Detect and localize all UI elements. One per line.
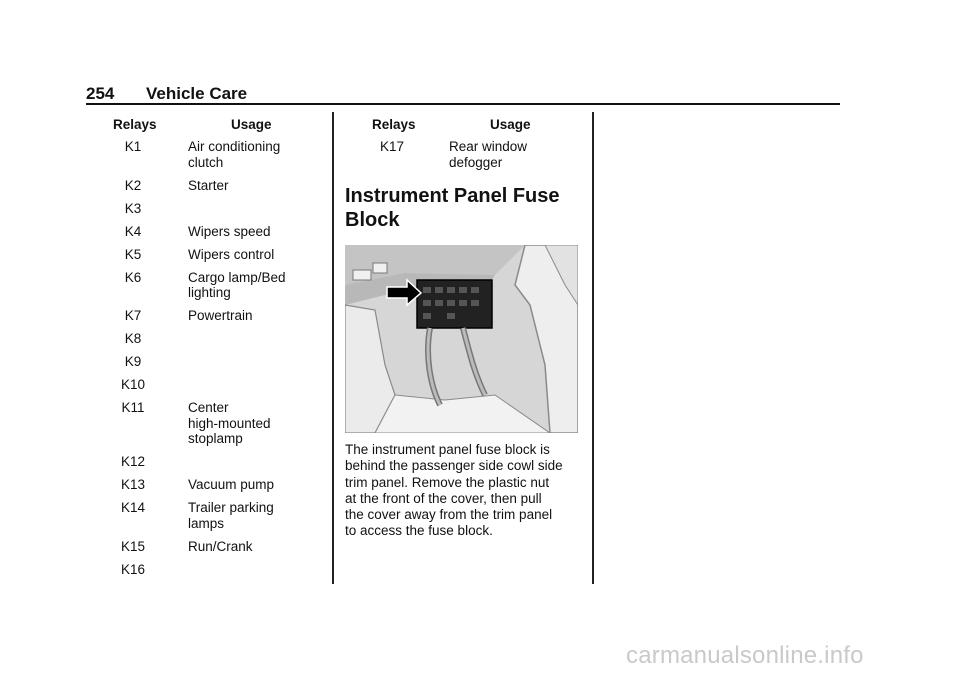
- relay-id: K4: [124, 223, 142, 239]
- relay-id: K6: [124, 269, 142, 285]
- relay-id: K14: [120, 500, 146, 515]
- left-col-usage-header: Usage: [231, 117, 272, 132]
- relay-usage: [188, 477, 274, 493]
- relay-usage-line: high-mounted: [188, 415, 271, 431]
- relay-id: K16: [120, 561, 146, 577]
- relay-usage-line: Air conditioning: [188, 139, 281, 154]
- relay-id: K8: [124, 331, 142, 346]
- instruction-paragraph: [345, 442, 585, 540]
- relay-usage: [188, 139, 280, 170]
- relay-id: K10: [120, 377, 146, 392]
- relay-usage-line: Trailer parking: [188, 500, 274, 515]
- paragraph-line: to access the fuse block.: [345, 523, 493, 539]
- section-heading-line-2: Block: [345, 209, 400, 231]
- relay-id: K5: [124, 246, 142, 262]
- column-divider-left: [332, 112, 334, 584]
- section-title: Vehicle Care: [146, 84, 248, 103]
- section-heading: [345, 184, 585, 232]
- relay-usage-line: lamps: [188, 515, 225, 531]
- relay-usage: [188, 247, 274, 263]
- left-col-relays-header: Relays: [113, 117, 157, 132]
- page-header: [86, 84, 840, 104]
- relay-usage-line: Center: [188, 400, 229, 415]
- relay-id: K17: [379, 139, 405, 154]
- relay-id: K15: [120, 538, 146, 554]
- relay-usage-line: clutch: [188, 154, 224, 170]
- relay-id: K3: [124, 200, 142, 216]
- relay-usage-line: Wipers speed: [188, 223, 271, 239]
- relay-usage-line: Run/Crank: [188, 538, 253, 554]
- paragraph-line: trim panel. Remove the plastic nut: [345, 474, 550, 490]
- paragraph-line: behind the passenger side cowl side: [345, 458, 563, 474]
- relay-usage: [188, 270, 286, 301]
- relay-usage-line: Starter: [188, 177, 229, 193]
- relay-usage-line: Wipers control: [188, 246, 275, 262]
- relay-id: K2: [124, 177, 142, 193]
- paragraph-line: the cover away from the trim panel: [345, 507, 553, 523]
- section-heading-line-1: Instrument Panel Fuse: [345, 185, 560, 207]
- watermark: carmanualsonline.info: [626, 642, 864, 669]
- relay-usage: [188, 539, 253, 555]
- relay-id: K9: [124, 354, 142, 369]
- right-col-relays-header: Relays: [372, 117, 416, 132]
- relay-usage-line: defogger: [449, 154, 503, 170]
- relay-usage: [188, 178, 229, 194]
- relay-usage: [188, 308, 253, 324]
- relay-usage: [188, 400, 271, 447]
- fuse-block-illustration: [345, 245, 578, 433]
- paragraph-line: The instrument panel fuse block is: [345, 442, 550, 457]
- header-rule: [86, 103, 840, 105]
- relay-id: K12: [120, 454, 146, 469]
- relay-id: K1: [124, 139, 142, 154]
- relay-id: K7: [124, 308, 142, 323]
- right-col-usage-header: Usage: [490, 117, 531, 132]
- relay-usage-line: stoplamp: [188, 431, 243, 446]
- column-divider-right: [592, 112, 594, 584]
- relay-usage-line: Vacuum pump: [188, 477, 275, 492]
- relay-id: K13: [120, 477, 146, 492]
- paragraph-line: at the front of the cover, then pull: [345, 490, 542, 506]
- relay-usage: [188, 500, 274, 531]
- page-number: 254: [86, 84, 115, 103]
- relay-usage-line: Rear window: [449, 139, 528, 154]
- relay-usage-line: lighting: [188, 285, 231, 300]
- relay-id: K11: [121, 400, 145, 415]
- relay-usage: [449, 139, 527, 170]
- fuse-block-drawing: [345, 245, 578, 433]
- relay-usage-line: Powertrain: [188, 308, 253, 323]
- relay-usage-line: Cargo lamp/Bed: [188, 269, 286, 285]
- relay-usage: [188, 224, 271, 240]
